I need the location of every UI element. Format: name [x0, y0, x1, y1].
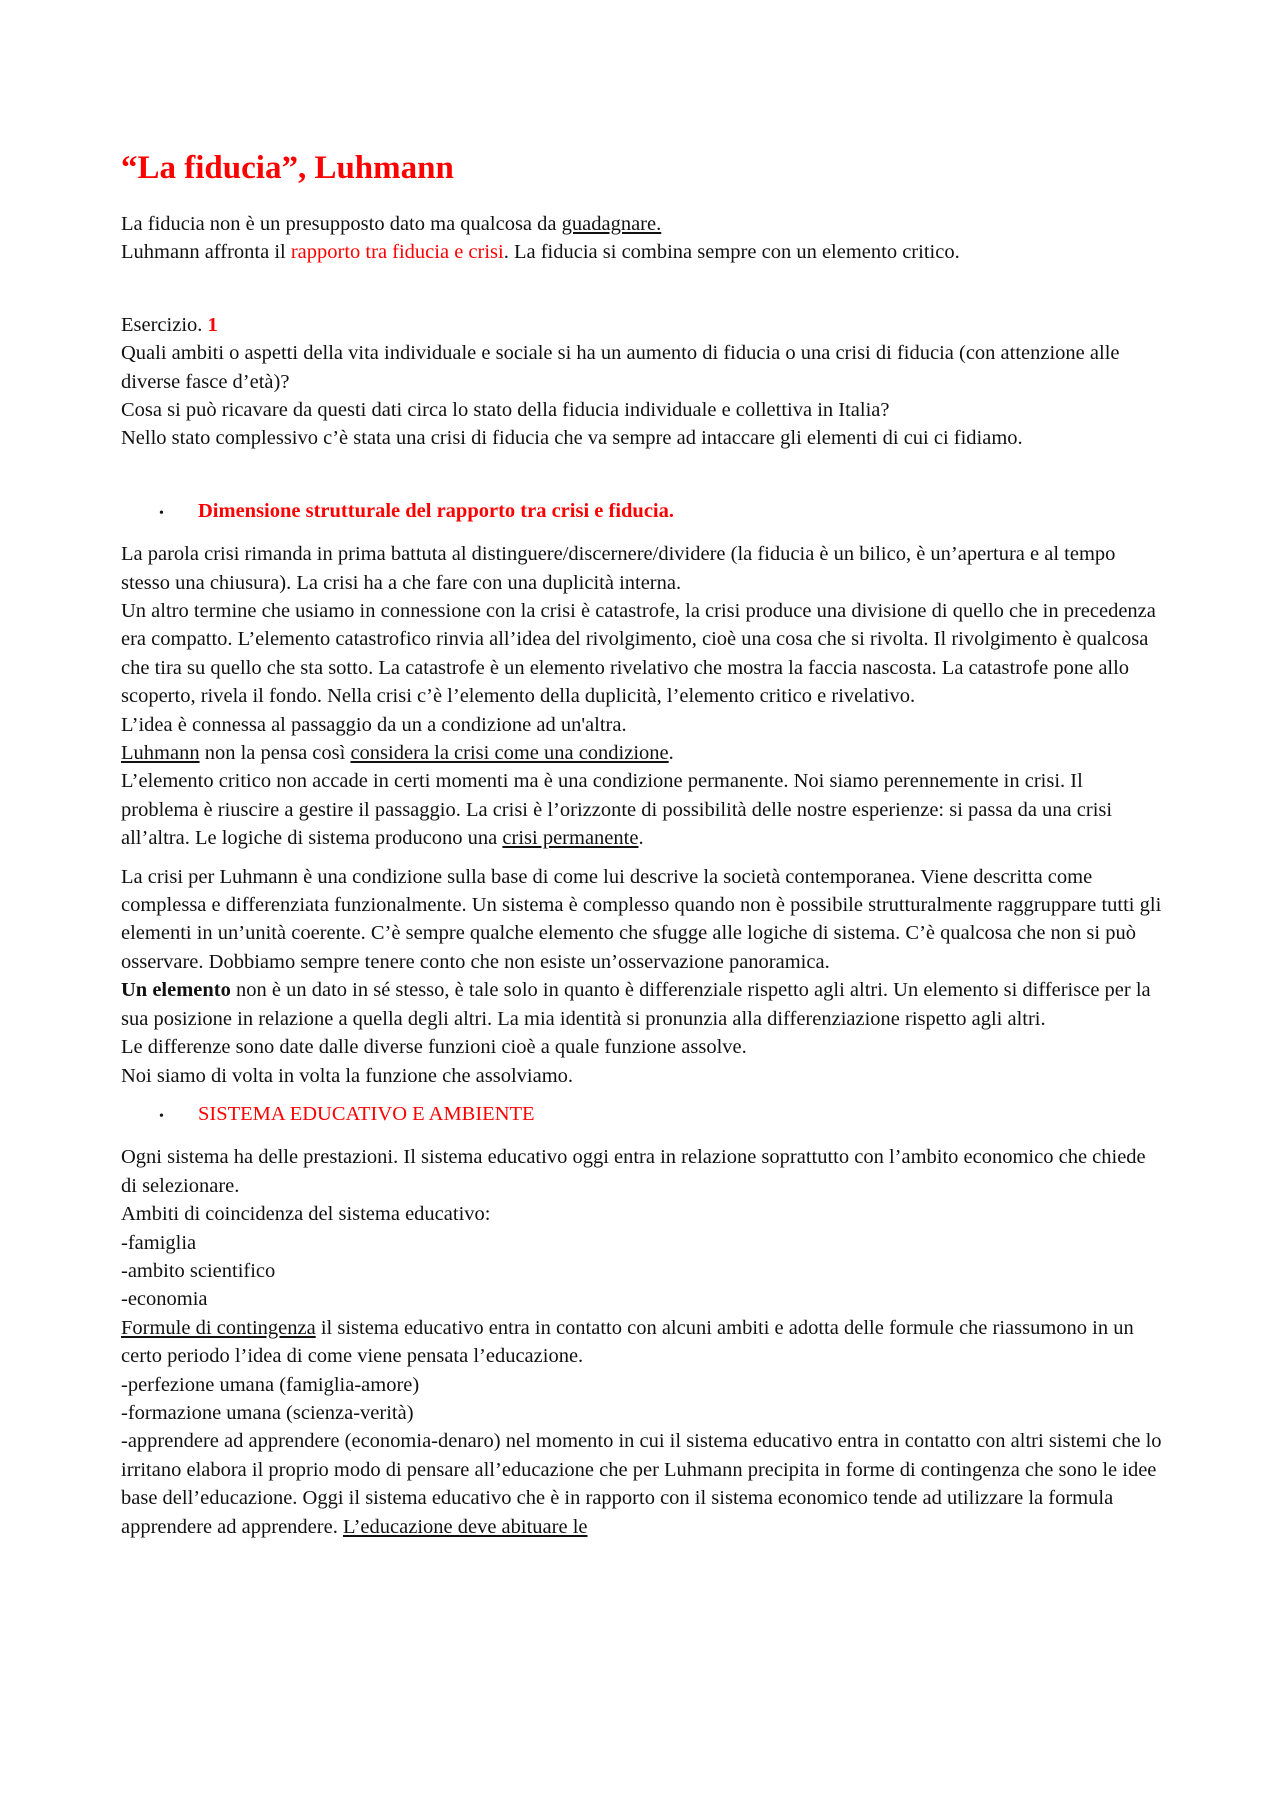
- exercise-question-1: Quali ambiti o aspetti della vita individuale e sociale si ha un aumento di fiducia o una crisi di fiducia (con attenzione alle diverse fasce d’età)?: [121, 342, 1120, 393]
- underlined-text: L’educazione deve abituare le: [342, 1515, 588, 1538]
- paragraph: L’idea è connessa al passaggio da un a condizione ad un'altra.: [121, 713, 627, 736]
- exercise-answer: Nello stato complessivo c’è stata una crisi di fiducia che va sempre ad intaccare gli elementi di cui ci fidiamo.: [121, 427, 1023, 450]
- bullet-icon: •: [159, 505, 164, 521]
- list-item: -famiglia: [121, 1231, 197, 1254]
- underlined-text: crisi permanente: [502, 827, 639, 850]
- spacer: [121, 1090, 1165, 1100]
- paragraph: Noi siamo di volta in volta la funzione che assolviamo.: [121, 1064, 574, 1087]
- list-item: -formazione umana (scienza-verità): [121, 1401, 414, 1424]
- page-title: “La fiducia”, Luhmann: [121, 150, 454, 186]
- list-item: -perfezione umana (famiglia-amore): [121, 1373, 420, 1396]
- list-item: -ambito scientifico: [121, 1259, 276, 1282]
- paragraph: Un elemento non è un dato in sé stesso, è tale solo in quanto è differenziale rispetto agli altri. Un elemento si differisce per la sua posizione in relazione a quella degli altri. La mia identità si pronunzia alla differenziazione rispetto agli altri.: [121, 979, 1151, 1030]
- paragraph: Le differenze sono date dalle diverse funzioni cioè a quale funzione assolve.: [121, 1036, 747, 1059]
- spacer: [121, 453, 1165, 497]
- list-item: -economia: [121, 1288, 208, 1311]
- spacer: [121, 853, 1165, 863]
- exercise-label: Esercizio. 1: [121, 313, 218, 336]
- exercise-question-2: Cosa si può ricavare da questi dati circa lo stato della fiducia individuale e collettiva in Italia?: [121, 398, 890, 421]
- paragraph: L’elemento critico non accade in certi momenti ma è una condizione permanente. Noi siamo perennemente in crisi. Il problema è riuscire a gestire il passaggio. La crisi è l’orizzonte di possibilità delle nostre esperienze: si passa da una crisi all’altra. Le logiche di sistema producono una crisi permanente.: [121, 770, 1113, 850]
- section-heading-text: Dimensione strutturale del rapporto tra crisi e fiducia.: [198, 499, 674, 522]
- underlined-text: guadagnare.: [561, 212, 662, 235]
- spacer: [121, 267, 1165, 311]
- paragraph: Un altro termine che usiamo in connessione con la crisi è catastrofe, la crisi produce una divisione di quello che in precedenza era compatto. L’elemento catastrofico rinvia all’idea del rivolgimento, cioè una cosa che si rivolta. Il rivolgimento è qualcosa che tira su quello che sta sotto. La catastrofe è un elemento rivelativo che mostra la faccia nascosta. La catastrofe pone allo scoperto, rivela il fondo. Nella crisi c’è l’elemento della duplicità, l’elemento critico e rivelativo.: [121, 600, 1156, 708]
- paragraph: Ogni sistema ha delle prestazioni. Il sistema educativo oggi entra in relazione soprattutto con l’ambito economico che chiede di selezionare.: [121, 1146, 1146, 1197]
- intro-line-1: La fiducia non è un presupposto dato ma qualcosa da guadagnare.: [121, 212, 662, 235]
- highlighted-text: rapporto tra fiducia e crisi: [290, 241, 504, 264]
- section-heading-2: [121, 1100, 1165, 1131]
- paragraph: -apprendere ad apprendere (economia-denaro) nel momento in cui il sistema educativo entra in contatto con altri sistemi che lo irritano elabora il proprio modo di pensare all’educazione che per Luhmann precipita in forme di contingenza che sono le idee base dell’educazione. Oggi il sistema educativo che è in rapporto con il sistema economico tende ad utilizzare la formula apprendere ad apprendere. L’educazione deve abituare le: [121, 1430, 1162, 1538]
- bold-text: Un elemento: [121, 979, 231, 1002]
- paragraph: Luhmann non la pensa così considera la crisi come una condizione.: [121, 742, 674, 765]
- underlined-text: Formule di contingenza: [121, 1316, 316, 1339]
- underlined-text: considera la crisi come una condizione: [350, 742, 669, 765]
- paragraph: La parola crisi rimanda in prima battuta al distinguere/discernere/dividere (la fiducia è un bilico, è un’apertura e al tempo stesso una chiusura). La crisi ha a che fare con una duplicità interna.: [121, 543, 1116, 594]
- paragraph: La crisi per Luhmann è una condizione sulla base di come lui descrive la società contemporanea. Viene descritta come complessa e differenziata funzionalmente. Un sistema è complesso quando non è possibile strutturalmente raggruppare tutti gli elementi in un’unità coerente. C’è sempre qualche elemento che sfugge alle logiche di sistema. C’è qualcosa che non si può osservare. Dobbiamo sempre tenere conto che non esiste un’osservazione panoramica.: [121, 865, 1162, 973]
- paragraph: Ambiti di coincidenza del sistema educativo:: [121, 1203, 491, 1226]
- exercise-number: 1: [207, 313, 218, 336]
- underlined-text: Luhmann: [121, 742, 200, 765]
- bullet-icon: •: [159, 1108, 164, 1124]
- section-heading-text: SISTEMA EDUCATIVO E AMBIENTE: [198, 1102, 535, 1125]
- section-heading-1: [121, 497, 1165, 528]
- paragraph: Formule di contingenza il sistema educativo entra in contatto con alcuni ambiti e adotta delle formule che riassumono in un certo periodo l’idea di come viene pensata l’educazione.: [121, 1316, 1134, 1368]
- intro-line-2: Luhmann affronta il rapporto tra fiducia e crisi. La fiducia si combina sempre con un elemento critico.: [121, 241, 960, 264]
